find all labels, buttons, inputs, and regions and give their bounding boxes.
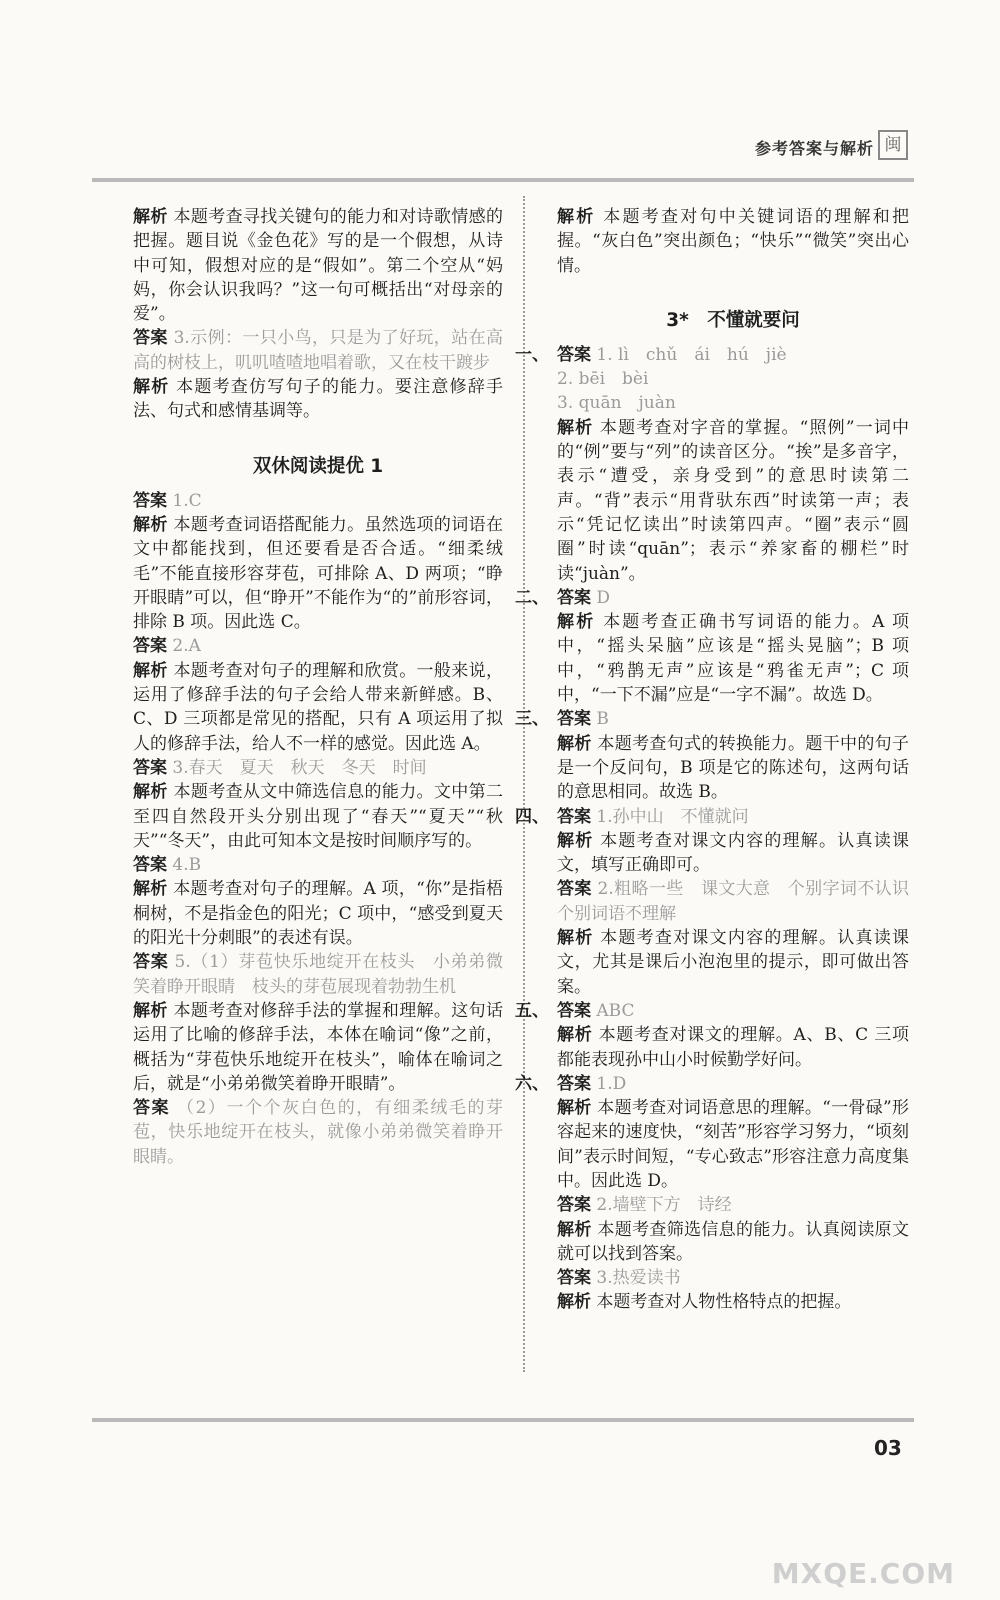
answer-line: 3. quān juàn <box>557 393 676 414</box>
column-divider <box>523 196 525 1372</box>
analysis-paragraph: 解析 本题考查对词语意思的理解。“一骨碌”形容起来的速度快，“刻苦”形容学习努力，“顷刻间”表示时间短，“专心致志”形容注意力高度集中。因此选 D。 <box>557 1098 909 1191</box>
answer-line: 答案 3.热爱读书 <box>557 1268 681 1289</box>
footer-rule <box>92 1418 914 1422</box>
analysis-paragraph: 解析 本题考查对修辞手法的掌握和理解。这句话运用了比喻的修辞手法，本体在喻词“像”之前，概括为“芽苞快乐地绽开在枝头”，喻体在喻词之后，就是“小弟弟微笑着睁开眼睛”。 <box>133 1000 504 1094</box>
analysis-paragraph: 解析 本题考查对课文内容的理解。认真读课文，尤其是课后小泡泡里的提示，即可做出答案。 <box>557 928 910 997</box>
answer-line: 答案 3.春天 夏天 秋天 冬天 时间 <box>133 757 427 778</box>
analysis-paragraph: 解析 本题考查对课文的理解。A、B、C 三项都能表现孙中山小时候勤学好问。 <box>557 1025 910 1070</box>
analysis-paragraph: 解析 本题考查从文中筛选信息的能力。文中第二至四自然段开头分别出现了“春天”“夏天”“秋天”“冬天”，由此可知本文是按时间顺序写的。 <box>133 782 504 851</box>
answer-line: 答案 4.B <box>133 855 202 876</box>
right-column <box>515 205 927 1315</box>
section-title: 双休阅读提优 1 <box>252 455 384 477</box>
analysis-paragraph: 解析 本题考查对人物性格特点的把握。 <box>557 1292 852 1313</box>
answer-line: 答案 2.A <box>133 636 201 657</box>
page-number: 03 <box>874 1436 902 1460</box>
answer-line: 五、 答案 ABC <box>515 1000 635 1021</box>
analysis-paragraph: 解析 本题考查对句子的理解和欣赏。一般来说，运用了修辞手法的句子会给人带来新鲜感。B、C、D 三项都是常见的搭配，只有 A 项运用了拟人的修辞手法，给人不一样的感觉。因此选 A。 <box>133 660 504 754</box>
answer-line: 答案 3.示例：一只小鸟，只是为了好玩，站在高高的树枝上，叽叽喳喳地唱着歌，又在枝干踱步 <box>133 328 503 373</box>
answer-line: 2. bēi bèi <box>557 369 649 390</box>
analysis-paragraph: 解析 本题考查正确书写词语的能力。A 项中，“摇头呆脑”应该是“摇头晃脑”；B 项中，“鸦鹊无声”应该是“鸦雀无声”；C 项中，“一下不漏”应是“一字不漏”。故选 D。 <box>557 612 909 706</box>
answer-line: 一、 答案 1. lì chǔ ái hú jiè <box>515 344 787 365</box>
left-column <box>133 205 503 1169</box>
analysis-paragraph: 解析 本题考查寻找关键句的能力和对诗歌情感的把握。题目说《金色花》写的是一个假想，从诗中可知，假想对应的是“假如”。第二个空从“妈妈，你会认识我吗？”这一句可概括出“对母亲的爱”。 <box>133 207 504 325</box>
analysis-paragraph: 解析 本题考查对字音的掌握。“照例”一词中的“例”要与“列”的读音区分。“挨”是多音字，表示“遭受，亲身受到”的意思时读第二声。“背”表示“用背驮东西”时读第一声；表示“凭记忆读出”时读第四声。“圈”表示“圆圈”时读“quān”；表示“养家畜的棚栏”时读“juàn”。 <box>557 417 910 584</box>
analysis-paragraph: 解析 本题考查筛选信息的能力。认真阅读原文就可以找到答案。 <box>557 1219 910 1264</box>
header-rule <box>92 178 914 182</box>
analysis-paragraph: 解析 本题考查句式的转换能力。题干中的句子是一个反问句，B 项是它的陈述句，这两句话的意思相同。故选 B。 <box>557 733 910 803</box>
answer-line: 三、 答案 B <box>515 709 609 730</box>
watermark: MXQE.COM <box>771 1557 955 1590</box>
answer-line: 六、 答案 1.D <box>515 1073 627 1094</box>
answer-line: 答案 1.C <box>133 490 202 511</box>
answer-line: 二、 答案 D <box>515 587 611 608</box>
analysis-paragraph: 解析 本题考查对句子的理解。A 项，“你”是指梧桐树，不是指金色的阳光；C 项中，“感受到夏天的阳光十分刺眼”的表述有误。 <box>133 879 503 949</box>
answer-line: 答案 2.墙壁下方 诗经 <box>557 1195 732 1216</box>
header-title: 参考答案与解析 <box>755 139 875 158</box>
lesson-title: 3* 不懂就要问 <box>666 309 800 331</box>
analysis-paragraph: 解析 本题考查对句中关键词语的理解和把握。“灰白色”突出颜色；“快乐”“微笑”突出心情。 <box>557 207 910 276</box>
analysis-paragraph: 解析 本题考查词语搭配能力。虽然选项的词语在文中都能找到，但还要看是否合适。“细柔绒毛”不能直接形容芽苞，可排除 A、D 两项；“睁开眼睛”可以，但“睁开”不能作为“的”前形容词，排除 B 项。因此选 C。 <box>133 514 504 633</box>
analysis-paragraph: 解析 本题考查对课文内容的理解。认真读课文，填写正确即可。 <box>557 830 910 876</box>
answer-line: 四、 答案 1.孙中山 不懂就问 <box>515 806 749 827</box>
answer-line: 答案 5.（1）芽苞快乐地绽开在枝头 小弟弟微笑着睁开眼睛 枝头的芽苞展现着勃勃生机 <box>133 952 504 997</box>
answer-line: 答案 2.粗略一些 课文大意 个别字词不认识 个别词语不理解 <box>557 879 927 924</box>
header-mark-icon: 闽 <box>878 130 908 160</box>
analysis-paragraph: 解析 本题考查仿写句子的能力。要注意修辞手法、句式和感情基调等。 <box>133 377 504 422</box>
answer-line: 答案 （2）一个个灰白色的，有细柔绒毛的芽苞，快乐地绽开在枝头，就像小弟弟微笑着睁开眼睛。 <box>133 1098 503 1167</box>
